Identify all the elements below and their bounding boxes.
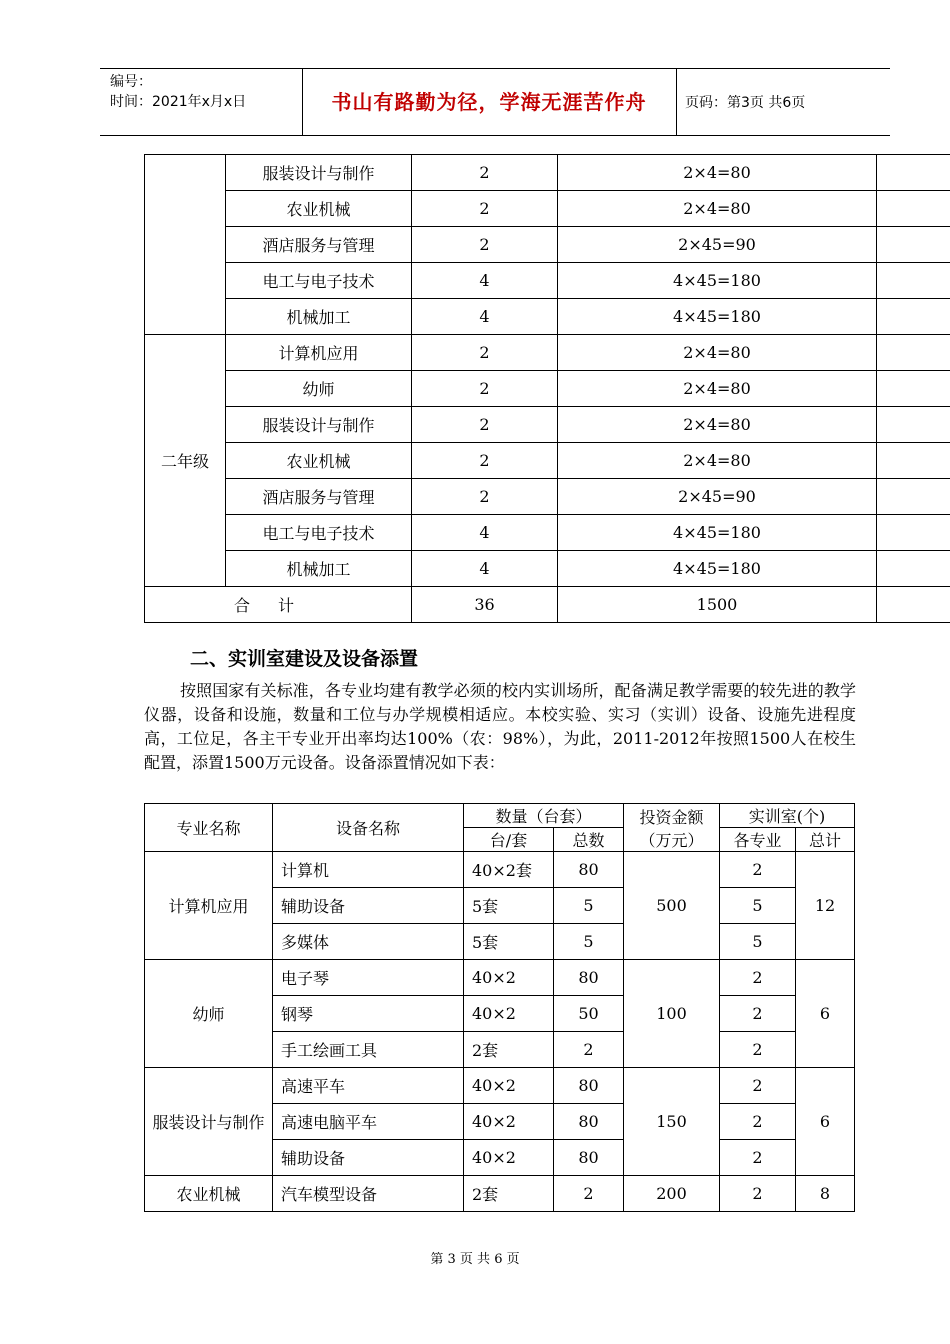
table-row [145,371,950,407]
table-row [145,191,950,227]
page-header [100,68,890,136]
total-cell: 2 [554,1032,624,1068]
equipment-cell: 辅助设备 [273,1140,464,1176]
per-set-cell: 40×2 [464,1068,554,1104]
remarks-cell [877,443,950,479]
students-cell: 2×4=80 [558,191,877,227]
major-cell: 幼师 [145,960,273,1068]
header-code: 编号： [110,74,152,90]
classes-cell: 4 [412,299,558,335]
major-cell: 电工与电子技术 [226,515,412,551]
rooms-cell: 2 [720,1140,796,1176]
students-cell: 2×45=90 [558,227,877,263]
per-set-cell: 5套 [464,888,554,924]
major-cell: 农业机械 [226,191,412,227]
per-set-cell: 40×2 [464,1140,554,1176]
students-cell: 4×45=180 [558,299,877,335]
rooms-cell: 2 [720,960,796,996]
remarks-cell [877,335,950,371]
header-bottom-rule [100,135,890,136]
major-cell: 机械加工 [226,299,412,335]
major-cell: 机械加工 [226,551,412,587]
table-row [145,155,950,191]
table-row [145,299,950,335]
header-page-number: 页码：第3页 共6页 [685,95,806,111]
classes-cell: 2 [412,191,558,227]
table-row [145,443,950,479]
table-row [145,1176,855,1212]
major-cell: 农业机械 [226,443,412,479]
table-row [145,335,950,371]
remarks-cell [877,227,950,263]
major-cell: 幼师 [226,371,412,407]
header-motto: 书山有路勤为径，学海无涯苦作舟 [331,90,647,114]
classes-cell: 2 [412,227,558,263]
classes-cell: 4 [412,263,558,299]
rooms-cell: 2 [720,1068,796,1104]
enrollment-table [144,154,950,623]
total-cell: 5 [554,924,624,960]
section-title: 二、实训室建设及设备添置 [190,648,419,670]
grade-cell: 二年级 [145,335,226,587]
per-set-cell: 5套 [464,924,554,960]
rooms-total-cell: 6 [796,1068,855,1176]
equipment-cell: 钢琴 [273,996,464,1032]
remarks-cell [877,263,950,299]
equipment-cell: 计算机 [273,852,464,888]
table-row [145,852,855,888]
per-set-cell: 2套 [464,1032,554,1068]
header-rooms-total: 总计 [796,828,855,852]
table-row [145,515,950,551]
classes-cell: 2 [412,155,558,191]
table-row [145,1068,855,1104]
per-set-cell: 40×2 [464,996,554,1032]
rooms-total-cell: 12 [796,852,855,960]
body-paragraph: 按照国家有关标准，各专业均建有教学必须的校内实训场所，配备满足教学需要的较先进的教学仪器，设备和设施，数量和工位与办学规模相适应。本校实验、实习（实训）设备、设施先进程度高，工位足，各主干专业开出率均达100%（农：98%），为此，2011-2012年按照1500人在校生配置，添置1500万元设备。设备添置情况如下表： [144,681,856,772]
header-per-set: 台/套 [464,828,554,852]
major-cell: 农业机械 [145,1176,273,1212]
major-cell: 服装设计与制作 [145,1068,273,1176]
classes-cell: 4 [412,515,558,551]
major-cell: 服装设计与制作 [226,407,412,443]
classes-cell: 2 [412,371,558,407]
major-cell: 酒店服务与管理 [226,227,412,263]
header-time: 时间：2021年x月x日 [110,94,247,110]
equipment-cell: 汽车模型设备 [273,1176,464,1212]
header-training-rooms: 实训室(个) [720,804,855,828]
total-row [145,587,950,623]
total-cell: 2 [554,1176,624,1212]
grade-cell [145,155,226,335]
classes-cell: 4 [412,551,558,587]
investment-cell: 100 [624,960,720,1068]
equipment-cell: 多媒体 [273,924,464,960]
header-meta [110,72,246,112]
header-top-rule [100,68,890,69]
total-cell: 80 [554,1068,624,1104]
equipment-cell: 高速平车 [273,1068,464,1104]
total-cell: 80 [554,960,624,996]
header-quantity: 数量（台套） [464,804,624,828]
header-divider [676,68,677,136]
total-students: 1500 [558,587,877,623]
investment-cell: 200 [624,1176,720,1212]
header-major: 专业名称 [145,804,273,852]
total-cell: 50 [554,996,624,1032]
students-cell: 4×45=180 [558,263,877,299]
total-cell: 5 [554,888,624,924]
rooms-cell: 5 [720,924,796,960]
major-cell: 计算机应用 [226,335,412,371]
students-cell: 2×4=80 [558,371,877,407]
equipment-cell: 电子琴 [273,960,464,996]
rooms-cell: 2 [720,852,796,888]
rooms-cell: 2 [720,1032,796,1068]
major-cell: 电工与电子技术 [226,263,412,299]
remarks-cell [877,191,950,227]
header-investment: 投资金额（万元） [624,804,720,852]
remarks-cell [877,155,950,191]
major-cell: 计算机应用 [145,852,273,960]
rooms-cell: 5 [720,888,796,924]
classes-cell: 2 [412,443,558,479]
major-cell: 酒店服务与管理 [226,479,412,515]
header-per-major: 各专业 [720,828,796,852]
students-cell: 2×4=80 [558,443,877,479]
classes-cell: 2 [412,407,558,443]
students-cell: 2×45=90 [558,479,877,515]
students-cell: 4×45=180 [558,515,877,551]
rooms-cell: 2 [720,996,796,1032]
total-cell: 80 [554,1140,624,1176]
remarks-cell [877,479,950,515]
students-cell: 2×4=80 [558,155,877,191]
students-cell: 2×4=80 [558,407,877,443]
classes-cell: 2 [412,335,558,371]
table-row [145,263,950,299]
table-row [145,407,950,443]
per-set-cell: 40×2 [464,960,554,996]
table-row [145,551,950,587]
table-row [145,479,950,515]
table-row [145,960,855,996]
page-footer: 第 3 页 共 6 页 [430,1252,520,1267]
rooms-cell: 2 [720,1104,796,1140]
remarks-cell [877,299,950,335]
total-label: 合计 [145,587,412,623]
per-set-cell: 40×2 [464,1104,554,1140]
students-cell: 2×4=80 [558,335,877,371]
table-row [145,227,950,263]
remarks-cell [877,371,950,407]
total-cell: 80 [554,1104,624,1140]
equipment-cell: 手工绘画工具 [273,1032,464,1068]
major-cell: 服装设计与制作 [226,155,412,191]
total-cell: 80 [554,852,624,888]
classes-cell: 2 [412,479,558,515]
students-cell: 4×45=180 [558,551,877,587]
header-equipment: 设备名称 [273,804,464,852]
total-classes: 36 [412,587,558,623]
investment-cell: 500 [624,852,720,960]
investment-cell: 150 [624,1068,720,1176]
equipment-cell: 辅助设备 [273,888,464,924]
rooms-total-cell: 8 [796,1176,855,1212]
remarks-cell [877,407,950,443]
remarks-cell [877,587,950,623]
rooms-total-cell: 6 [796,960,855,1068]
equipment-cell: 高速电脑平车 [273,1104,464,1140]
rooms-cell: 2 [720,1176,796,1212]
equipment-table [144,803,855,1212]
remarks-cell [877,551,950,587]
per-set-cell: 40×2套 [464,852,554,888]
per-set-cell: 2套 [464,1176,554,1212]
header-total: 总数 [554,828,624,852]
remarks-cell [877,515,950,551]
